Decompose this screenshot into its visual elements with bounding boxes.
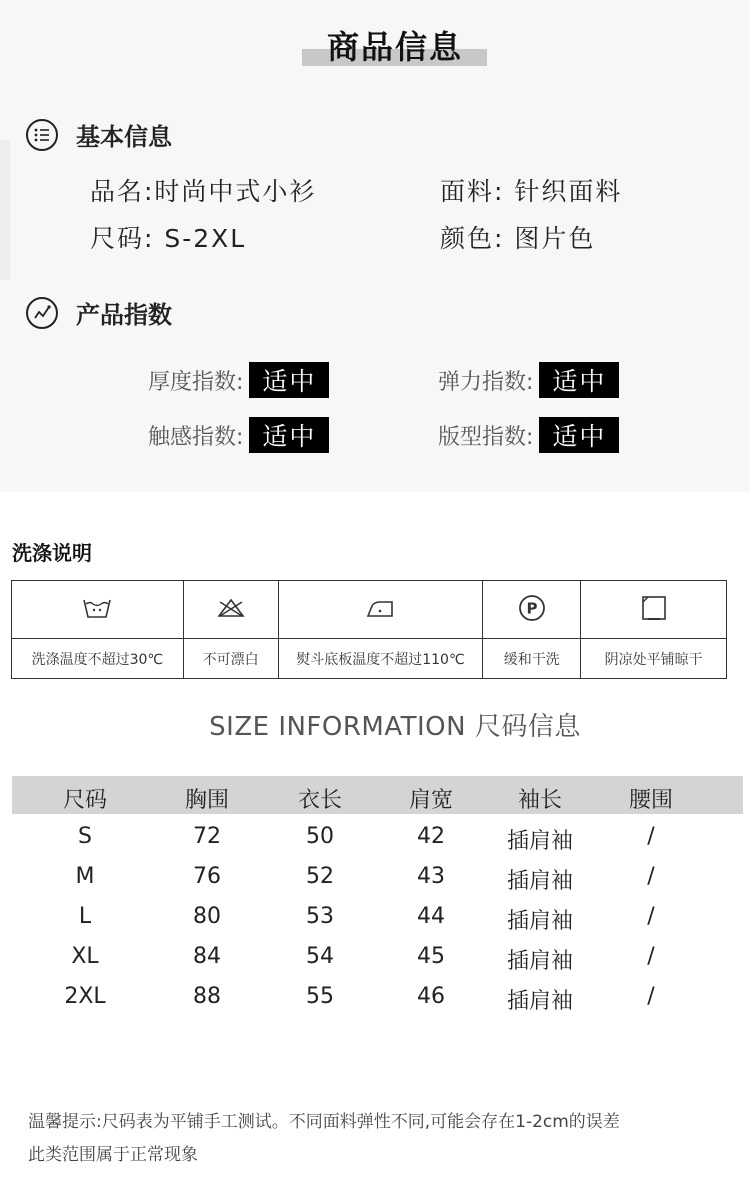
- wash-text: 洗涤温度不超过30℃: [12, 639, 184, 679]
- size-table-cell: 插肩袖: [506, 989, 573, 1014]
- size-table-cell: 53: [306, 904, 334, 929]
- size-table-cell: 45: [417, 944, 445, 969]
- size-table-cell: 54: [306, 944, 334, 969]
- size-header-cell: 肩宽: [408, 788, 453, 813]
- wash-icon-row: [12, 581, 727, 639]
- list-icon: [26, 119, 58, 151]
- size-table-cell: 46: [417, 984, 445, 1009]
- size-table-cell: 插肩袖: [506, 909, 573, 934]
- size-table-cell: /: [647, 944, 655, 969]
- dry-flat-text: 阴凉处平铺晾干: [581, 639, 727, 679]
- dry-clean-cell: [483, 581, 581, 639]
- wash-text-row: [12, 639, 727, 679]
- page-title-text: 商品信息: [326, 28, 463, 66]
- size-table-cell: 42: [417, 824, 445, 849]
- size-table-cell: S: [78, 824, 92, 849]
- size-table-cell: 80: [193, 904, 221, 929]
- elasticity-index: [438, 362, 619, 398]
- size-table-cell: 72: [193, 824, 221, 849]
- size-header-cell: 腰围: [628, 788, 673, 813]
- product-size: 尺码: S-2XL: [90, 224, 247, 253]
- dry-clean-glyph: P: [526, 599, 538, 617]
- no-bleach-icon: [215, 596, 247, 620]
- dry-clean-text: 缓和干洗: [483, 639, 581, 679]
- product-fabric: 面料: 针织面料: [440, 177, 623, 206]
- size-table-cell: M: [75, 864, 95, 889]
- elasticity-value: 适中: [539, 362, 619, 398]
- product-index-heading: 产品指数: [76, 301, 172, 329]
- thickness-index: [148, 362, 329, 398]
- size-table-cell: 84: [193, 944, 221, 969]
- dry-flat-cell: [581, 581, 727, 639]
- bleach-text: 不可漂白: [183, 639, 278, 679]
- wash-30-icon: [82, 596, 112, 620]
- iron-cell: [278, 581, 483, 639]
- trend-icon: [26, 297, 58, 329]
- size-table-cell: L: [78, 904, 92, 929]
- size-header-cell: 袖长: [517, 788, 562, 813]
- page-title: [0, 22, 750, 68]
- touch-index: [148, 417, 329, 453]
- size-table-cell: 88: [193, 984, 221, 1009]
- size-table-cell: 2XL: [64, 984, 106, 1009]
- dry-flat-shade-icon: [640, 594, 668, 622]
- size-table-cell: 76: [193, 864, 221, 889]
- fit-label: 版型指数:: [438, 424, 534, 450]
- size-table-cell: /: [647, 904, 655, 929]
- basic-info-header: [26, 117, 172, 152]
- iron-icon: [364, 596, 396, 620]
- size-table-cell: 52: [306, 864, 334, 889]
- note-line-1: 温馨提示:尺码表为平铺手工测试。不同面料弹性不同,可能会存在1-2cm的误差: [28, 1112, 620, 1132]
- product-name: 品名:时尚中式小衫: [90, 177, 317, 206]
- size-table-cell: 插肩袖: [506, 869, 573, 894]
- note-line-2: 此类范围属于正常现象: [28, 1145, 198, 1165]
- panel-edge: [0, 140, 10, 280]
- iron-text: 熨斗底板温度不超过110℃: [278, 639, 483, 679]
- size-header-cell: 尺码: [62, 788, 107, 813]
- fit-value: 适中: [539, 417, 619, 453]
- size-table-cell: 55: [306, 984, 334, 1009]
- product-color: 颜色: 图片色: [440, 224, 596, 253]
- size-table-cell: 插肩袖: [506, 829, 573, 854]
- size-table-cell: 44: [417, 904, 445, 929]
- size-table-cell: /: [647, 864, 655, 889]
- thickness-label: 厚度指数:: [148, 369, 244, 395]
- size-table-cell: /: [647, 984, 655, 1009]
- touch-label: 触感指数:: [148, 424, 244, 450]
- thickness-value: 适中: [249, 362, 329, 398]
- wash-heading: 洗涤说明: [12, 541, 92, 565]
- size-header-cell: 胸围: [184, 788, 229, 813]
- size-table-cell: XL: [71, 944, 99, 969]
- size-table-cell: /: [647, 824, 655, 849]
- size-header-cell: 衣长: [297, 788, 342, 813]
- basic-info-heading: 基本信息: [76, 123, 172, 151]
- size-info-heading: SIZE INFORMATION 尺码信息: [209, 712, 581, 742]
- bleach-cell: [183, 581, 278, 639]
- size-table-cell: 50: [306, 824, 334, 849]
- touch-value: 适中: [249, 417, 329, 453]
- elasticity-label: 弹力指数:: [438, 369, 534, 395]
- wash-table: [11, 580, 727, 679]
- dry-clean-icon: [517, 593, 547, 623]
- fit-index: [438, 417, 619, 453]
- wash-cell: [12, 581, 184, 639]
- size-table-cell: 插肩袖: [506, 949, 573, 974]
- size-table-cell: 43: [417, 864, 445, 889]
- product-index-header: [26, 295, 172, 330]
